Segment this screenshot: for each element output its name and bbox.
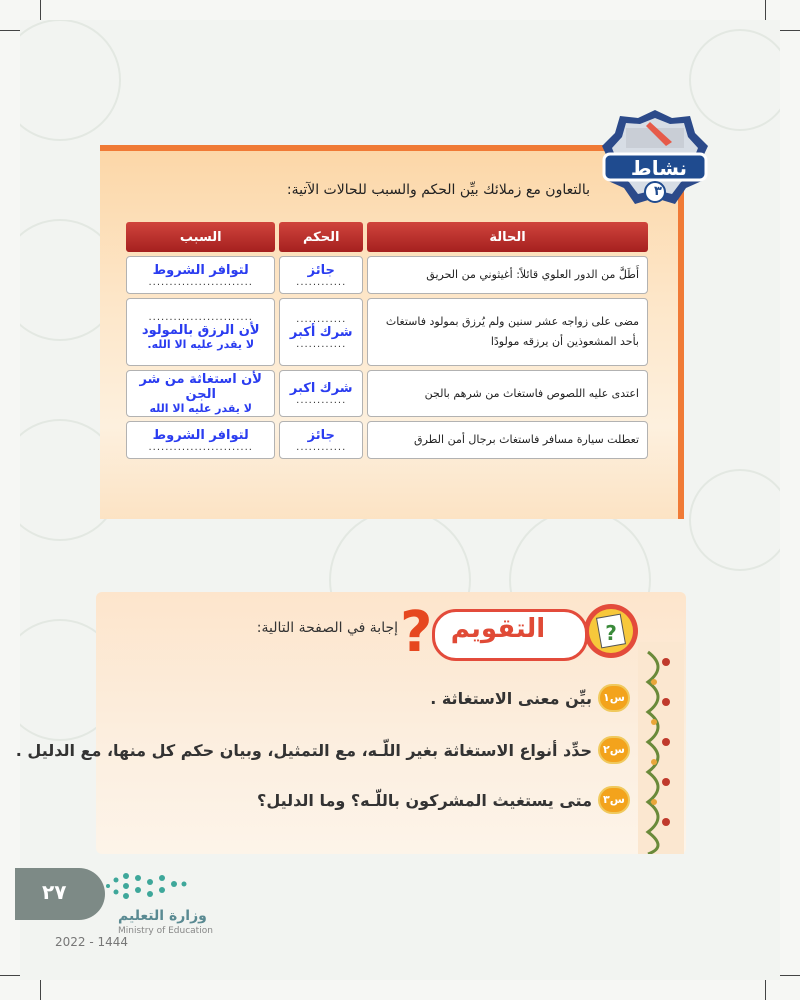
- dotted-line: ............: [296, 441, 347, 453]
- crop-mark: [0, 975, 20, 976]
- activity-badge-label: نشاط: [630, 156, 688, 180]
- table-row: [126, 370, 648, 417]
- ruling-cell[interactable]: [279, 256, 363, 294]
- reason-cell[interactable]: [126, 370, 275, 417]
- crop-mark: [40, 0, 41, 20]
- dotted-line: .........................: [148, 441, 253, 453]
- crop-mark: [765, 980, 766, 1000]
- dotted-line: ............: [296, 395, 347, 406]
- ruling-answer: شرك أكبر: [289, 324, 353, 340]
- reason-answer-continued: لا يقدر عليه الا الله: [149, 402, 252, 415]
- header-ruling: الحكم: [279, 222, 363, 252]
- question-2: [16, 736, 630, 764]
- crop-mark: [780, 975, 800, 976]
- ruling-cell[interactable]: [279, 370, 363, 417]
- ornamental-border: [638, 642, 684, 854]
- crop-mark: [40, 980, 41, 1000]
- ruling-cell[interactable]: [279, 298, 363, 366]
- dotted-line: .........................: [148, 312, 253, 323]
- question-text: حدِّد أنواع الاستغاثة بغير اللّـه، مع التمثيل، وبيان حكم كل منها، مع الدليل .: [15, 740, 592, 760]
- activity-badge-number: ٣: [654, 184, 662, 199]
- crop-mark: [780, 30, 800, 31]
- ministry-logo: [100, 866, 190, 906]
- reason-answer: لتوافر الشروط: [152, 262, 249, 278]
- question-badge: س٢: [598, 736, 630, 764]
- case-cell: أَطَلَّ من الدور العلوي قائلاً: أغيثوني من الحريق: [367, 256, 648, 294]
- reason-cell[interactable]: [126, 298, 275, 366]
- header-reason: السبب: [126, 222, 275, 252]
- ruling-answer: شرك اكبر: [289, 381, 353, 396]
- header-case: الحالة: [367, 222, 648, 252]
- activity-instruction: بالتعاون مع زملائك بيِّن الحكم والسبب للحالات الآتية:: [286, 182, 590, 198]
- case-cell: تعطلت سيارة مسافر فاستغاث برجال أمن الطرق: [367, 421, 648, 459]
- reason-answer: لتوافر الشروط: [152, 427, 249, 443]
- table-row: [126, 298, 648, 366]
- answer-next-page-note: إجابة في الصفحة التالية:: [256, 620, 398, 636]
- table-header-row: [126, 222, 648, 252]
- ruling-table: [122, 218, 652, 463]
- crop-mark: [765, 0, 766, 20]
- reason-cell[interactable]: [126, 256, 275, 294]
- dotted-line: ............: [296, 313, 347, 325]
- question-1: [430, 684, 630, 712]
- dotted-line: ............: [296, 276, 347, 288]
- evaluation-icon: [582, 600, 640, 662]
- question-mark-icon: ?: [400, 600, 433, 665]
- ministry-name-english: Ministry of Education: [118, 926, 213, 936]
- reason-answer: لأن استغاثة من شر الجن: [139, 372, 262, 402]
- edition-year: 2022 - 1444: [55, 935, 129, 949]
- ruling-answer: جائز: [307, 427, 335, 443]
- table-row: [126, 256, 648, 294]
- dotted-line: .........................: [148, 276, 253, 288]
- page-number: ٢٧: [42, 880, 67, 904]
- ruling-cell[interactable]: [279, 421, 363, 459]
- evaluation-title: التقويم: [450, 614, 546, 644]
- question-text: بيِّن معنى الاستغاثة .: [430, 688, 592, 708]
- reason-answer-continued: لا يقدر عليه الا الله.: [147, 338, 255, 351]
- ruling-answer: جائز: [307, 262, 335, 278]
- question-badge: س١: [598, 684, 630, 712]
- question-3: [257, 786, 630, 814]
- crop-mark: [0, 30, 20, 31]
- ministry-name-arabic: وزارة التعليم: [118, 908, 207, 924]
- reason-answer: لأن الرزق بالمولود: [141, 323, 260, 338]
- case-cell: مضى على زواجه عشر سنين ولم يُرزق بمولود فاستغاث بأحد المشعوذين أن يرزقه مولودًا: [367, 298, 648, 366]
- question-text: متى يستغيث المشركون باللّـه؟ وما الدليل؟: [257, 790, 592, 810]
- dotted-line: ............: [296, 338, 347, 350]
- table-row: [126, 421, 648, 459]
- reason-cell[interactable]: [126, 421, 275, 459]
- svg-text:?: ?: [605, 621, 617, 645]
- case-cell: اعتدى عليه اللصوص فاستغاث من شرهم بالجن: [367, 370, 648, 417]
- question-badge: س٣: [598, 786, 630, 814]
